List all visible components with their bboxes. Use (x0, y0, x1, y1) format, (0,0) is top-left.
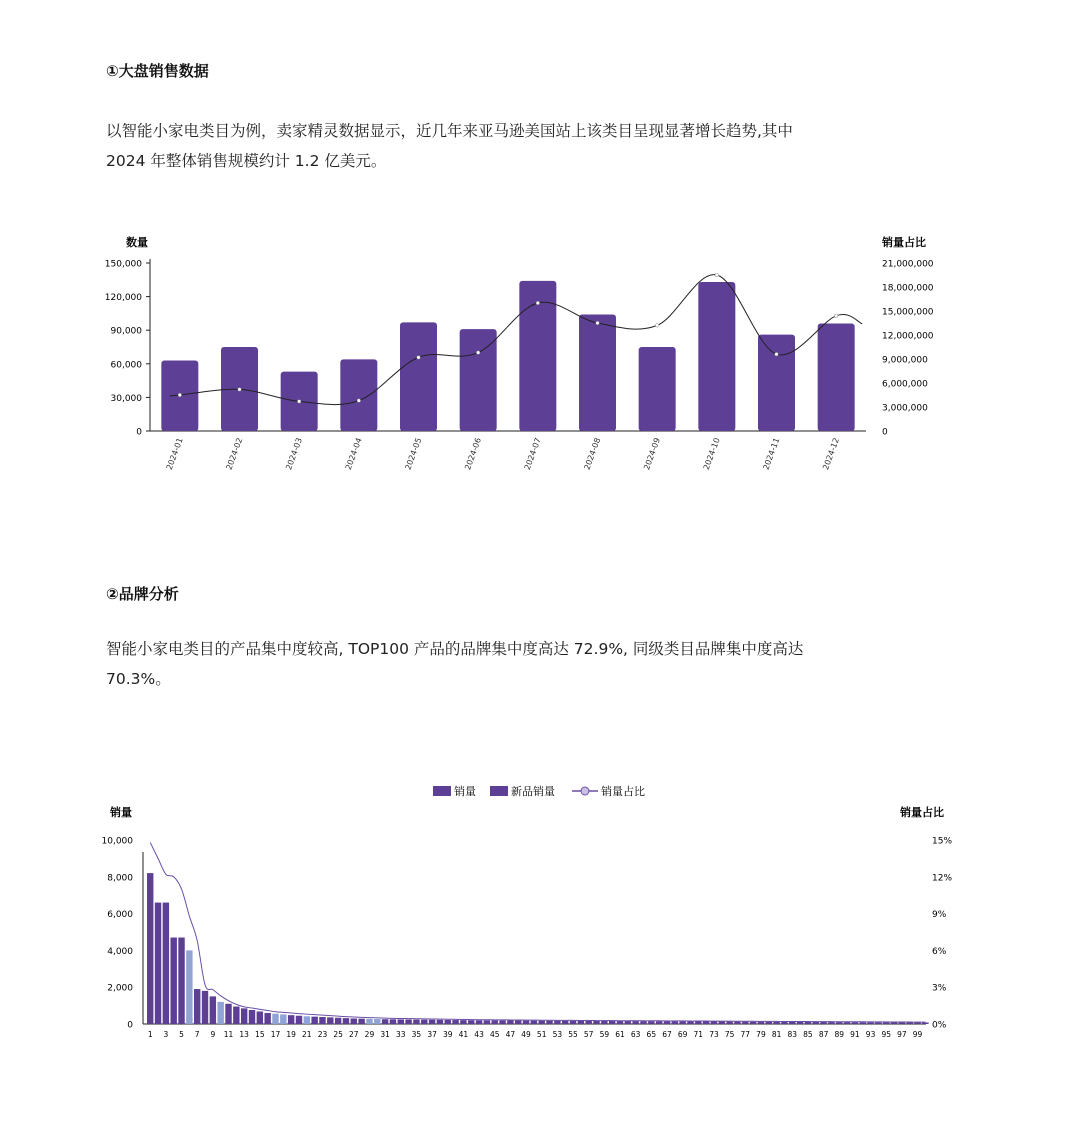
x-tick-label: 59 (599, 1030, 610, 1039)
x-tick-label: 13 (239, 1030, 249, 1039)
bar (264, 1013, 270, 1024)
x-tick-label: 91 (850, 1030, 860, 1039)
x-tick-label: 2024-06 (463, 436, 484, 472)
section1-heading: ①大盘销售数据 (106, 62, 209, 80)
y-tick-label: 4,000 (107, 946, 133, 957)
y2-tick-label: 6,000,000 (882, 379, 928, 390)
bar (640, 1021, 646, 1024)
bar (742, 1022, 748, 1024)
bar (429, 1020, 435, 1024)
y-tick-label: 0 (127, 1020, 133, 1031)
bar (400, 322, 437, 431)
x-tick-label: 41 (458, 1030, 469, 1039)
bar (891, 1022, 897, 1024)
legend-label-share: 销量占比 (601, 785, 645, 798)
bar (194, 989, 200, 1024)
x-tick-label: 61 (615, 1030, 625, 1039)
x-tick-label: 31 (380, 1030, 390, 1039)
y2-tick-label: 15,000,000 (882, 307, 934, 318)
share-point (357, 399, 361, 403)
bar (468, 1020, 474, 1024)
bar (296, 1016, 302, 1024)
x-tick-label: 2024-01 (164, 436, 185, 472)
y-tick-label: 0 (136, 427, 142, 438)
bar (202, 991, 208, 1024)
x-tick-label: 51 (536, 1030, 547, 1039)
bar (844, 1022, 850, 1024)
bar (405, 1019, 411, 1024)
x-tick-label: 75 (724, 1030, 735, 1039)
x-tick-label: 3 (163, 1030, 169, 1039)
bar (476, 1020, 482, 1024)
bar (883, 1022, 889, 1024)
x-tick-label: 87 (818, 1030, 829, 1039)
y2-tick-label: 21,000,000 (882, 259, 934, 270)
y-tick-label: 60,000 (110, 360, 142, 371)
bar (617, 1021, 623, 1024)
bar (233, 1007, 239, 1024)
x-tick-label: 43 (474, 1030, 484, 1039)
bar (711, 1021, 717, 1024)
legend-label-sales: 销量 (454, 785, 476, 798)
bar (351, 1018, 357, 1024)
bar (805, 1022, 811, 1024)
bar (390, 1019, 396, 1024)
bar (836, 1022, 842, 1024)
legend-marker-share (581, 787, 589, 795)
y2-tick-label: 12,000,000 (882, 331, 934, 342)
share-point (834, 314, 838, 318)
x-tick-label: 2024-11 (761, 436, 782, 472)
x-tick-label: 77 (740, 1030, 751, 1039)
x-tick-label: 29 (364, 1030, 375, 1039)
bar (460, 1020, 466, 1024)
share-point (238, 388, 242, 392)
x-tick-label: 25 (333, 1030, 343, 1039)
bar (758, 335, 795, 431)
x-tick-label: 11 (223, 1030, 234, 1039)
bar (781, 1022, 787, 1024)
bar (698, 282, 735, 431)
x-tick-label: 89 (834, 1030, 845, 1039)
bar (288, 1015, 294, 1024)
x-tick-label: 2024-04 (343, 436, 364, 472)
bar (340, 359, 377, 431)
bar (679, 1021, 685, 1024)
x-tick-label: 57 (583, 1030, 594, 1039)
bar (632, 1021, 638, 1024)
y2-tick-label: 6% (932, 946, 947, 957)
section2-paragraph: 智能小家电类目的产品集中度较高, TOP100 产品的品牌集中度高达 72.9%, 同级类目品牌集中度高达 70.3%。 (106, 640, 804, 688)
x-tick-label: 27 (349, 1030, 359, 1039)
x-tick-label: 21 (302, 1030, 312, 1039)
bar (609, 1021, 615, 1024)
legend-swatch-new (490, 786, 508, 796)
y2-tick-label: 15% (932, 836, 953, 847)
x-tick-label: 71 (693, 1030, 704, 1039)
bar (828, 1022, 834, 1024)
bar (546, 1021, 552, 1024)
bar (648, 1021, 654, 1024)
bar (163, 903, 169, 1024)
bar (818, 323, 855, 431)
bar (820, 1022, 826, 1024)
bar (554, 1021, 560, 1024)
x-tick-label: 37 (427, 1030, 437, 1039)
bar (601, 1021, 607, 1024)
bar (664, 1021, 670, 1024)
bar (922, 1022, 928, 1024)
bar (773, 1022, 779, 1024)
bar (813, 1022, 819, 1024)
bar (358, 1019, 364, 1024)
bar (178, 938, 184, 1024)
x-tick-label: 45 (489, 1030, 500, 1039)
share-point (596, 321, 600, 325)
x-tick-label: 93 (865, 1030, 876, 1039)
y-tick-label: 120,000 (104, 293, 142, 304)
bar (304, 1016, 310, 1024)
bar (672, 1021, 678, 1024)
y2-tick-label: 0% (932, 1020, 947, 1031)
bar (492, 1020, 498, 1024)
y2-tick-label: 12% (932, 873, 953, 884)
bar (860, 1022, 866, 1024)
bar (445, 1020, 451, 1024)
bar (398, 1019, 404, 1024)
x-tick-label: 19 (286, 1030, 296, 1039)
bar (507, 1021, 513, 1024)
x-tick-label: 33 (395, 1030, 406, 1039)
x-tick-label: 23 (317, 1030, 328, 1039)
x-tick-label: 2024-12 (821, 436, 842, 472)
bar (899, 1022, 905, 1024)
x-tick-label: 49 (521, 1030, 531, 1039)
bar (875, 1022, 881, 1024)
share-point (417, 356, 421, 360)
y-tick-label: 30,000 (110, 393, 142, 404)
bar (155, 903, 161, 1024)
bar (579, 315, 616, 431)
x-tick-label: 69 (677, 1030, 688, 1039)
y2-axis-title: 销量占比 (882, 236, 926, 249)
share-point (297, 400, 301, 404)
bar (225, 1004, 231, 1024)
bar (413, 1020, 419, 1024)
x-tick-label: 85 (803, 1030, 813, 1039)
bar (639, 347, 676, 431)
x-tick-label: 97 (897, 1030, 907, 1039)
bar (734, 1022, 740, 1024)
share-point (178, 393, 182, 397)
bar (319, 1017, 325, 1024)
x-tick-label: 2024-09 (642, 436, 663, 472)
bar (585, 1021, 591, 1024)
bar (460, 329, 497, 431)
bar (452, 1020, 458, 1024)
legend-label-new: 新品销量 (511, 785, 555, 798)
bar (797, 1022, 803, 1024)
x-tick-label: 2024-02 (224, 436, 245, 472)
bar (272, 1014, 278, 1024)
y2-tick-label: 3,000,000 (882, 403, 928, 414)
x-tick-label: 65 (646, 1030, 657, 1039)
share-point (476, 351, 480, 355)
bar (186, 950, 192, 1024)
x-tick-label: 15 (255, 1030, 265, 1039)
bar (593, 1021, 599, 1024)
bar (523, 1021, 529, 1024)
y2-tick-label: 0 (882, 427, 888, 438)
x-tick-label: 81 (771, 1030, 782, 1039)
bar (656, 1021, 662, 1024)
bar (758, 1022, 764, 1024)
y-tick-label: 150,000 (104, 259, 142, 270)
x-tick-label: 2024-08 (582, 436, 603, 472)
bar (766, 1022, 772, 1024)
y-tick-label: 10,000 (101, 836, 133, 847)
bar (726, 1022, 732, 1024)
monthly-sales-chart (0, 225, 1080, 480)
x-tick-label: 99 (912, 1030, 923, 1039)
y2-tick-label: 9% (932, 910, 947, 921)
bar (907, 1022, 913, 1024)
bar (421, 1020, 427, 1024)
bar (280, 1014, 286, 1024)
bar (750, 1022, 756, 1024)
share-line (150, 842, 925, 1022)
x-tick-label: 7 (194, 1030, 200, 1039)
x-tick-label: 47 (505, 1030, 516, 1039)
x-tick-label: 67 (662, 1030, 672, 1039)
x-tick-label: 2024-07 (522, 436, 543, 472)
x-tick-label: 2024-10 (701, 436, 722, 472)
x-tick-label: 1 (147, 1030, 153, 1039)
x-tick-label: 9 (210, 1030, 216, 1039)
bar (515, 1021, 521, 1024)
bar (562, 1021, 568, 1024)
top100-brand-chart (0, 775, 1080, 1045)
y2-tick-label: 18,000,000 (882, 283, 934, 294)
bar (327, 1017, 333, 1024)
bar (217, 1002, 223, 1024)
bar (852, 1022, 858, 1024)
x-tick-label: 63 (630, 1030, 641, 1039)
share-point (536, 301, 540, 305)
x-tick-label: 17 (270, 1030, 281, 1039)
bar (484, 1020, 490, 1024)
share-point (715, 273, 719, 277)
y-axis-title: 销量 (110, 806, 132, 819)
x-tick-label: 39 (442, 1030, 453, 1039)
bar (382, 1019, 388, 1024)
legend-swatch-sales (433, 786, 451, 796)
y-tick-label: 6,000 (107, 910, 133, 921)
x-tick-label: 2024-03 (284, 436, 305, 472)
y2-tick-label: 3% (932, 983, 947, 994)
x-tick-label: 53 (552, 1030, 563, 1039)
bar (170, 938, 176, 1024)
bar (499, 1020, 505, 1024)
bar (719, 1022, 725, 1024)
y-tick-label: 90,000 (110, 326, 142, 337)
bar (241, 1008, 247, 1024)
bar (578, 1021, 584, 1024)
section2-heading: ②品牌分析 (106, 585, 179, 603)
y-axis-title: 数量 (126, 236, 148, 249)
bar (914, 1022, 920, 1024)
bar (437, 1020, 443, 1024)
x-tick-label: 5 (179, 1030, 184, 1039)
bar (625, 1021, 631, 1024)
bar (257, 1011, 263, 1024)
bar (366, 1019, 372, 1024)
bar (703, 1021, 709, 1024)
x-tick-label: 2024-05 (403, 436, 424, 472)
bar (789, 1022, 795, 1024)
x-tick-label: 83 (787, 1030, 798, 1039)
x-tick-label: 55 (568, 1030, 578, 1039)
bar (374, 1019, 380, 1024)
bar (570, 1021, 576, 1024)
bar (539, 1021, 545, 1024)
bar (147, 873, 153, 1024)
bar (687, 1021, 693, 1024)
x-tick-label: 79 (756, 1030, 766, 1039)
y2-axis-title: 销量占比 (900, 806, 944, 819)
bar (695, 1021, 701, 1024)
bar (210, 996, 216, 1024)
y2-tick-label: 9,000,000 (882, 355, 928, 366)
share-point (775, 352, 779, 356)
section1-paragraph: 以智能小家电类目为例，卖家精灵数据显示，近几年来亚马逊美国站上该类目呈现显著增长趋势,其中 2024 年整体销售规模约计 1.2 亿美元。 (106, 122, 793, 170)
x-tick-label: 35 (411, 1030, 422, 1039)
bar (311, 1017, 317, 1024)
x-tick-label: 95 (881, 1030, 892, 1039)
x-tick-label: 73 (709, 1030, 719, 1039)
y-tick-label: 8,000 (107, 873, 133, 884)
share-point (655, 324, 659, 328)
bar (531, 1021, 537, 1024)
bar (343, 1018, 349, 1024)
y-tick-label: 2,000 (107, 983, 133, 994)
bar (335, 1018, 341, 1024)
bar (867, 1022, 873, 1024)
bar (249, 1010, 255, 1024)
